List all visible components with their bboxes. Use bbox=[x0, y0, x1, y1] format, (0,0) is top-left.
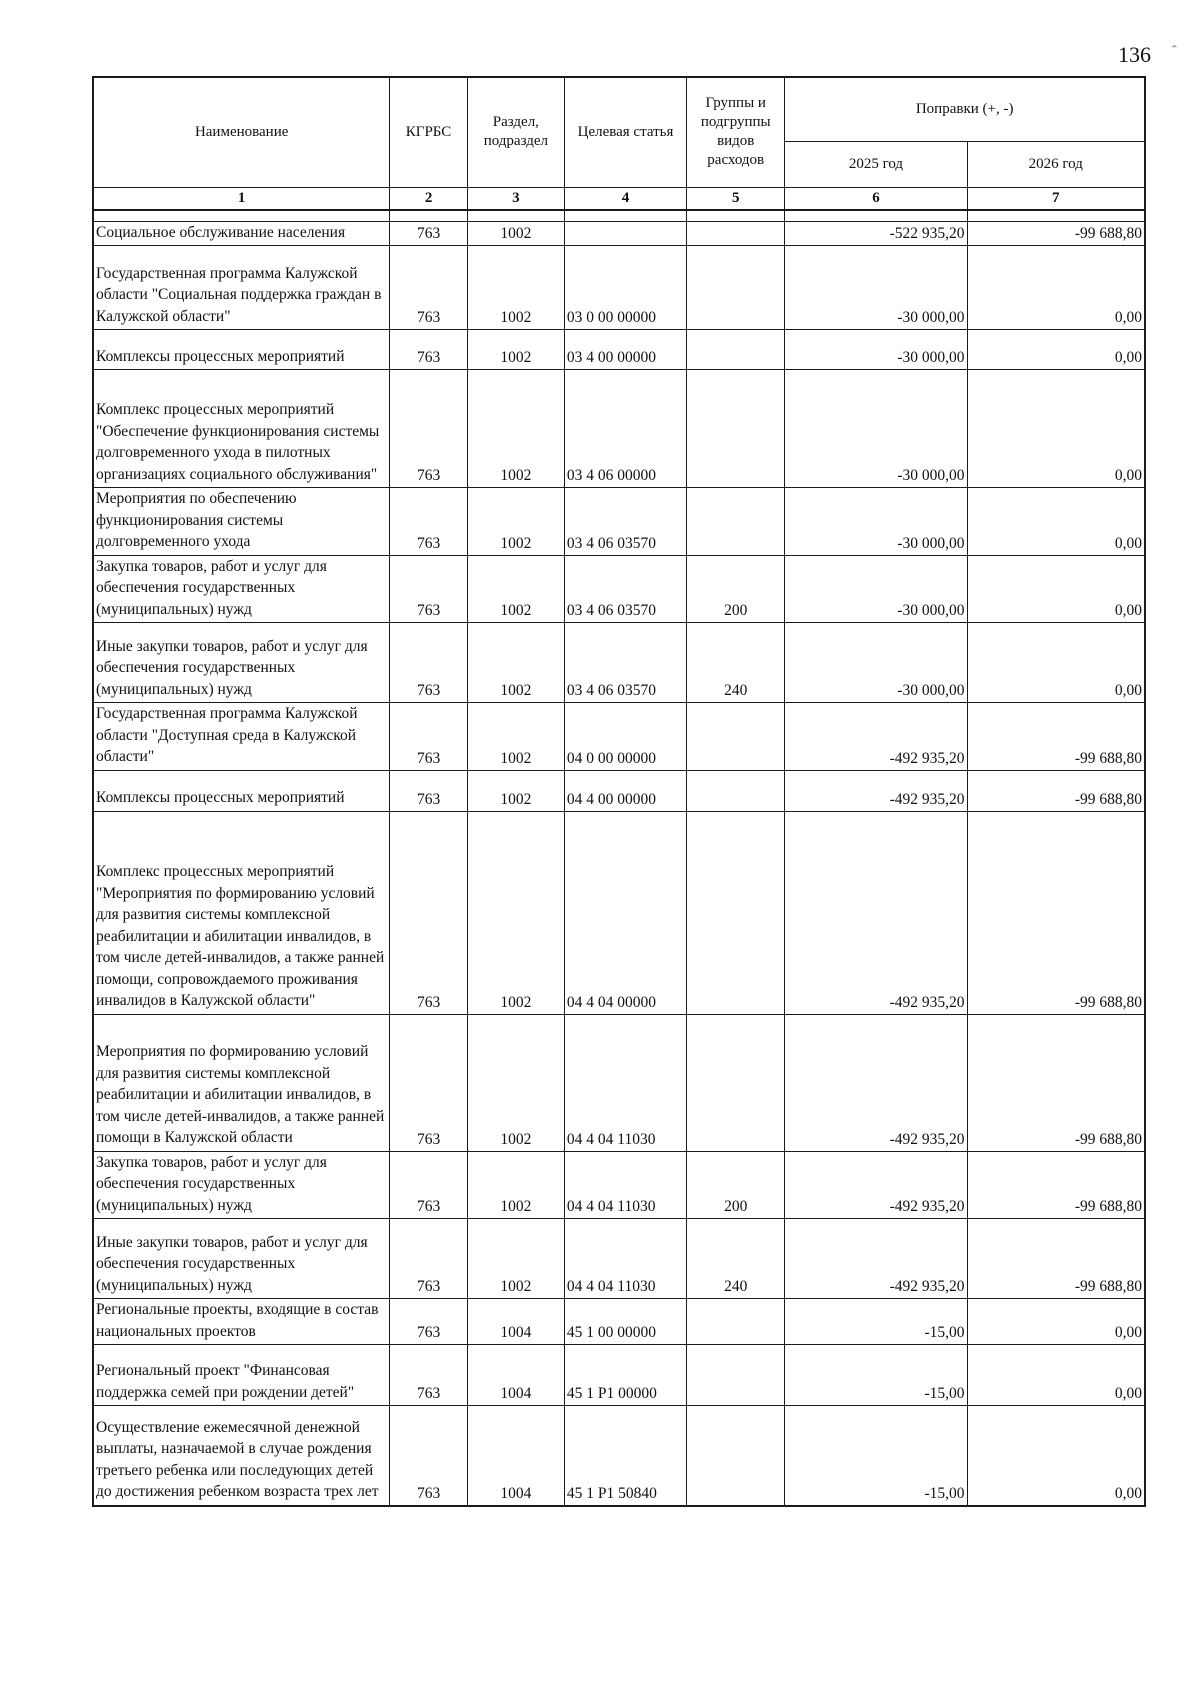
row-target: 45 1 00 00000 bbox=[564, 1299, 686, 1345]
table-row bbox=[93, 1151, 1145, 1219]
header-target: Целевая статья bbox=[564, 77, 686, 187]
table-row bbox=[93, 1345, 1145, 1406]
row-group bbox=[687, 770, 785, 811]
row-kgrbs: 763 bbox=[390, 1406, 467, 1506]
row-name: Комплексы процессных мероприятий bbox=[93, 330, 390, 370]
table-body bbox=[93, 221, 1145, 1506]
row-amount-2025: -30 000,00 bbox=[785, 623, 967, 703]
row-section: 1002 bbox=[467, 1151, 564, 1219]
table-row bbox=[93, 623, 1145, 703]
row-name: Мероприятия по обеспечению функционирования системы долговременного ухода bbox=[93, 488, 390, 556]
row-target: 03 4 06 00000 bbox=[564, 370, 686, 488]
row-group bbox=[687, 370, 785, 488]
row-kgrbs: 763 bbox=[390, 330, 467, 370]
row-section: 1002 bbox=[467, 703, 564, 771]
row-group bbox=[687, 246, 785, 330]
row-section: 1002 bbox=[467, 246, 564, 330]
row-amount-2026: -99 688,80 bbox=[967, 221, 1145, 246]
row-kgrbs: 763 bbox=[390, 770, 467, 811]
table-row bbox=[93, 1219, 1145, 1299]
row-target: 04 4 04 00000 bbox=[564, 811, 686, 1014]
row-group: 240 bbox=[687, 623, 785, 703]
column-number: 4 bbox=[564, 187, 686, 210]
row-amount-2026: -99 688,80 bbox=[967, 1014, 1145, 1151]
row-target: 04 4 04 11030 bbox=[564, 1014, 686, 1151]
row-section: 1002 bbox=[467, 623, 564, 703]
table-row bbox=[93, 555, 1145, 623]
table-row bbox=[93, 488, 1145, 556]
row-amount-2026: 0,00 bbox=[967, 623, 1145, 703]
table-row bbox=[93, 221, 1145, 246]
row-group bbox=[687, 703, 785, 771]
row-section: 1002 bbox=[467, 811, 564, 1014]
row-amount-2026: -99 688,80 bbox=[967, 1151, 1145, 1219]
row-group bbox=[687, 221, 785, 246]
row-name: Закупка товаров, работ и услуг для обеспечения государственных (муниципальных) нужд bbox=[93, 555, 390, 623]
row-name: Иные закупки товаров, работ и услуг для обеспечения государственных (муниципальных) нужд bbox=[93, 623, 390, 703]
row-target: 04 0 00 00000 bbox=[564, 703, 686, 771]
row-group bbox=[687, 811, 785, 1014]
column-number-row bbox=[93, 187, 1145, 210]
row-section: 1002 bbox=[467, 555, 564, 623]
row-amount-2026: -99 688,80 bbox=[967, 1219, 1145, 1299]
budget-table bbox=[92, 76, 1146, 1507]
row-kgrbs: 763 bbox=[390, 221, 467, 246]
row-kgrbs: 763 bbox=[390, 370, 467, 488]
row-amount-2025: -492 935,20 bbox=[785, 1219, 967, 1299]
row-name: Региональный проект "Финансовая поддержка семей при рождении детей" bbox=[93, 1345, 390, 1406]
row-section: 1002 bbox=[467, 770, 564, 811]
row-name: Комплекс процессных мероприятий "Обеспечение функционирования системы долговременного ухода в пилотных организациях социального обслуживания" bbox=[93, 370, 390, 488]
row-target bbox=[564, 221, 686, 246]
row-group: 200 bbox=[687, 555, 785, 623]
table-row bbox=[93, 703, 1145, 771]
row-section: 1002 bbox=[467, 370, 564, 488]
scan-mark: ˆ bbox=[1172, 44, 1177, 59]
row-amount-2026: 0,00 bbox=[967, 330, 1145, 370]
column-number: 2 bbox=[390, 187, 467, 210]
row-target: 45 1 P1 00000 bbox=[564, 1345, 686, 1406]
header-groups: Группы и подгруппы видов расходов bbox=[687, 77, 785, 187]
row-section: 1004 bbox=[467, 1345, 564, 1406]
header-gap bbox=[93, 210, 1145, 222]
row-section: 1002 bbox=[467, 221, 564, 246]
table-row bbox=[93, 811, 1145, 1014]
row-target: 04 4 00 00000 bbox=[564, 770, 686, 811]
row-amount-2025: -492 935,20 bbox=[785, 770, 967, 811]
row-amount-2025: -15,00 bbox=[785, 1406, 967, 1506]
row-group bbox=[687, 488, 785, 556]
row-target: 03 0 00 00000 bbox=[564, 246, 686, 330]
table-row bbox=[93, 246, 1145, 330]
row-kgrbs: 763 bbox=[390, 1151, 467, 1219]
row-section: 1002 bbox=[467, 330, 564, 370]
header-year-2026: 2026 год bbox=[967, 141, 1145, 187]
row-name: Иные закупки товаров, работ и услуг для обеспечения государственных (муниципальных) нужд bbox=[93, 1219, 390, 1299]
row-kgrbs: 763 bbox=[390, 555, 467, 623]
row-kgrbs: 763 bbox=[390, 1219, 467, 1299]
row-name: Государственная программа Калужской области "Социальная поддержка граждан в Калужской области" bbox=[93, 246, 390, 330]
row-amount-2025: -492 935,20 bbox=[785, 811, 967, 1014]
row-group: 240 bbox=[687, 1219, 785, 1299]
row-amount-2026: 0,00 bbox=[967, 1406, 1145, 1506]
table-row bbox=[93, 330, 1145, 370]
row-name: Государственная программа Калужской области "Доступная среда в Калужской области" bbox=[93, 703, 390, 771]
row-kgrbs: 763 bbox=[390, 703, 467, 771]
row-amount-2025: -522 935,20 bbox=[785, 221, 967, 246]
row-name: Социальное обслуживание населения bbox=[93, 221, 390, 246]
row-amount-2025: -30 000,00 bbox=[785, 330, 967, 370]
row-amount-2025: -30 000,00 bbox=[785, 246, 967, 330]
row-kgrbs: 763 bbox=[390, 1345, 467, 1406]
header-amendments: Поправки (+, -) bbox=[785, 77, 1145, 141]
column-number: 3 bbox=[467, 187, 564, 210]
table-row bbox=[93, 1014, 1145, 1151]
row-section: 1004 bbox=[467, 1406, 564, 1506]
row-target: 45 1 P1 50840 bbox=[564, 1406, 686, 1506]
row-group bbox=[687, 1345, 785, 1406]
row-target: 03 4 06 03570 bbox=[564, 555, 686, 623]
column-number: 7 bbox=[967, 187, 1145, 210]
row-kgrbs: 763 bbox=[390, 1014, 467, 1151]
row-target: 03 4 06 03570 bbox=[564, 488, 686, 556]
row-amount-2025: -492 935,20 bbox=[785, 703, 967, 771]
row-amount-2026: 0,00 bbox=[967, 246, 1145, 330]
row-amount-2026: -99 688,80 bbox=[967, 770, 1145, 811]
row-amount-2026: 0,00 bbox=[967, 370, 1145, 488]
row-amount-2025: -30 000,00 bbox=[785, 555, 967, 623]
row-target: 03 4 06 03570 bbox=[564, 623, 686, 703]
row-target: 04 4 04 11030 bbox=[564, 1151, 686, 1219]
row-section: 1002 bbox=[467, 1219, 564, 1299]
row-amount-2025: -15,00 bbox=[785, 1299, 967, 1345]
row-kgrbs: 763 bbox=[390, 1299, 467, 1345]
table-row bbox=[93, 1299, 1145, 1345]
row-target: 04 4 04 11030 bbox=[564, 1219, 686, 1299]
row-amount-2026: -99 688,80 bbox=[967, 703, 1145, 771]
row-group bbox=[687, 1406, 785, 1506]
row-amount-2025: -492 935,20 bbox=[785, 1151, 967, 1219]
header-section: Раздел, подраздел bbox=[467, 77, 564, 187]
row-target: 03 4 00 00000 bbox=[564, 330, 686, 370]
row-name: Комплексы процессных мероприятий bbox=[93, 770, 390, 811]
row-group bbox=[687, 1014, 785, 1151]
row-name: Осуществление ежемесячной денежной выплаты, назначаемой в случае рождения третьего ребенка или последующих детей до достижения ребенком возраста трех лет bbox=[93, 1406, 390, 1506]
row-amount-2025: -492 935,20 bbox=[785, 1014, 967, 1151]
row-amount-2026: -99 688,80 bbox=[967, 811, 1145, 1014]
column-number: 1 bbox=[93, 187, 390, 210]
row-name: Закупка товаров, работ и услуг для обеспечения государственных (муниципальных) нужд bbox=[93, 1151, 390, 1219]
row-section: 1004 bbox=[467, 1299, 564, 1345]
row-name: Мероприятия по формированию условий для развития системы комплексной реабилитации и абилитации инвалидов, в том числе детей-инвалидов, а также ранней помощи в Калужской области bbox=[93, 1014, 390, 1151]
row-kgrbs: 763 bbox=[390, 623, 467, 703]
row-amount-2025: -15,00 bbox=[785, 1345, 967, 1406]
row-amount-2026: 0,00 bbox=[967, 1299, 1145, 1345]
row-group: 200 bbox=[687, 1151, 785, 1219]
row-amount-2025: -30 000,00 bbox=[785, 488, 967, 556]
row-group bbox=[687, 330, 785, 370]
row-kgrbs: 763 bbox=[390, 811, 467, 1014]
column-number: 6 bbox=[785, 187, 967, 210]
row-group bbox=[687, 1299, 785, 1345]
row-amount-2026: 0,00 bbox=[967, 555, 1145, 623]
header-name: Наименование bbox=[93, 77, 390, 187]
table-row bbox=[93, 370, 1145, 488]
header-year-2025: 2025 год bbox=[785, 141, 967, 187]
row-amount-2025: -30 000,00 bbox=[785, 370, 967, 488]
row-amount-2026: 0,00 bbox=[967, 488, 1145, 556]
row-section: 1002 bbox=[467, 488, 564, 556]
header-kgrbs: КГРБС bbox=[390, 77, 467, 187]
row-kgrbs: 763 bbox=[390, 246, 467, 330]
row-kgrbs: 763 bbox=[390, 488, 467, 556]
row-section: 1002 bbox=[467, 1014, 564, 1151]
page-number: 136 bbox=[1118, 42, 1151, 67]
column-number: 5 bbox=[687, 187, 785, 210]
table-row bbox=[93, 1406, 1145, 1506]
row-amount-2026: 0,00 bbox=[967, 1345, 1145, 1406]
table-row bbox=[93, 770, 1145, 811]
row-name: Региональные проекты, входящие в состав национальных проектов bbox=[93, 1299, 390, 1345]
row-name: Комплекс процессных мероприятий "Мероприятия по формированию условий для развития системы комплексной реабилитации и абилитации инвалидов, в том числе детей-инвалидов, а также ранней помощи, сопровождаемого проживания инвалидов в Калужской области" bbox=[93, 811, 390, 1014]
